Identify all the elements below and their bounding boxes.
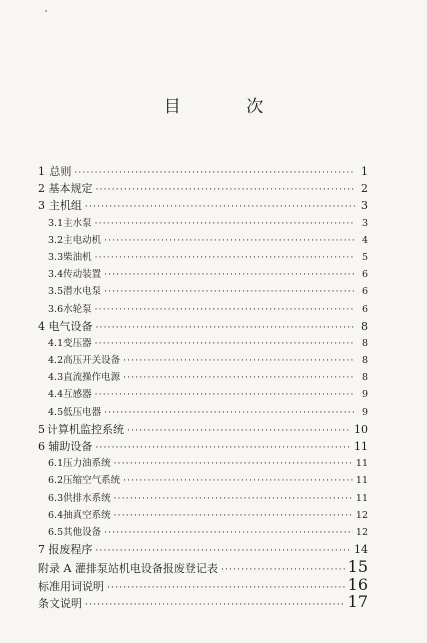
toc-entry-page: 11 [355, 458, 368, 470]
toc-entry [38, 386, 368, 403]
toc-entry-title: 供排水系统 [63, 492, 111, 504]
toc-entry [38, 283, 368, 300]
dot-leader [104, 233, 355, 250]
dot-leader [123, 353, 355, 370]
toc-entry-number: 6.2 [48, 475, 64, 487]
toc-entry-page: 2 [361, 182, 368, 196]
toc-entry-title: 条文说明 [38, 596, 82, 610]
toc-entry-page: 11 [354, 440, 368, 453]
toc-entry-page: 15 [347, 557, 368, 577]
dot-leader [104, 405, 355, 422]
dot-leader [114, 456, 353, 473]
toc-entry-page: 8 [361, 355, 368, 367]
toc-entry [38, 352, 368, 369]
toc-entry-page: 9 [361, 406, 368, 418]
toc-entry-page: 6 [361, 286, 368, 298]
toc-entry [38, 163, 368, 180]
toc-entry-page: 8 [361, 337, 368, 349]
dot-leader [85, 199, 355, 216]
toc-entry-title: 传动装置 [63, 269, 102, 281]
toc-entry-page: 11 [355, 475, 368, 487]
toc-entry-page: 14 [354, 543, 368, 557]
toc-entry-page: 11 [355, 492, 368, 504]
dot-leader [104, 267, 355, 284]
dot-leader [85, 597, 345, 614]
toc-entry-page: 12 [355, 526, 368, 538]
toc-entry-number: 4.1 [48, 337, 64, 349]
toc-entry-title: 压力油系统 [63, 458, 111, 470]
toc-entry-title: 电气设备 [48, 319, 93, 333]
toc-entry-title: 附录 A 灌排泵站机电设备报废登记表 [38, 562, 218, 576]
toc-entry-number: 2 [38, 182, 45, 196]
dot-leader [95, 250, 355, 267]
toc-entry-number: 4 [38, 319, 45, 333]
toc-entry-page: 3 [361, 217, 368, 229]
toc-entry-number: 3 [38, 199, 45, 213]
scan-speck [45, 10, 47, 12]
toc-entry-page: 3 [361, 199, 368, 213]
toc-entry-title: 变压器 [63, 337, 92, 349]
dot-leader [74, 165, 355, 182]
toc-entry-title: 主机组 [48, 199, 82, 213]
dot-leader [95, 543, 351, 560]
toc-entry-number: 5 [38, 422, 45, 436]
toc-entry-title: 辅助设备 [48, 440, 93, 453]
toc-entry [38, 455, 368, 472]
toc-entry [38, 507, 368, 524]
toc-entry-title: 总则 [49, 165, 72, 178]
toc-entry-title: 柴油机 [63, 251, 92, 263]
toc-entry-number: 6.5 [48, 526, 64, 538]
toc-entry [38, 197, 368, 214]
toc-entry-number: 3.6 [48, 303, 64, 315]
toc-entry-number: 6.4 [48, 509, 64, 521]
toc-entry-title: 标准用词说明 [38, 579, 104, 593]
toc-entry-page: 4 [361, 234, 368, 246]
toc-entry-title: 潜水电泵 [63, 286, 102, 298]
toc-entry-title: 互感器 [63, 389, 92, 401]
toc-entry [38, 472, 368, 489]
toc-entry [38, 421, 368, 438]
toc-entry [38, 404, 368, 421]
toc-entry-page: 8 [361, 372, 368, 384]
toc-entry-number: 4.2 [48, 355, 64, 367]
toc-entry-number: 4.3 [48, 372, 64, 384]
toc-entry-page: 5 [361, 251, 368, 263]
toc-entry-title: 抽真空系统 [63, 509, 111, 521]
toc-entry-page: 6 [361, 303, 368, 315]
toc-entry [38, 490, 368, 507]
toc-entry-number: 3.3 [48, 251, 64, 263]
toc-entry-title: 主电动机 [63, 234, 102, 246]
toc-entry-title: 水轮泵 [63, 303, 92, 315]
toc-entry-page: 16 [347, 574, 368, 594]
toc-entry [38, 215, 368, 232]
toc-entry-number: 3.1 [48, 217, 64, 229]
toc-entry-number: 6.1 [48, 458, 64, 470]
toc-entry-number: 4.4 [48, 389, 64, 401]
toc-entry [38, 266, 368, 283]
toc-entry [38, 301, 368, 318]
dot-leader [114, 508, 353, 525]
dot-leader [95, 440, 351, 457]
dot-leader [95, 336, 355, 353]
table-of-contents [38, 163, 368, 610]
dot-leader [95, 182, 355, 199]
toc-entry-number: 6.3 [48, 492, 64, 504]
toc-entry [38, 249, 368, 266]
toc-entry-number: 6 [38, 440, 45, 453]
toc-entry-number: 1 [38, 165, 45, 178]
dot-leader [107, 580, 345, 597]
toc-entry [38, 369, 368, 386]
toc-entry-page: 12 [355, 509, 368, 521]
toc-entry-page: 17 [347, 591, 368, 611]
dot-leader [104, 284, 355, 301]
toc-entry [38, 524, 368, 541]
toc-entry-page: 9 [361, 389, 368, 401]
toc-entry [38, 438, 368, 455]
toc-entry [38, 232, 368, 249]
toc-entry-title: 主水泵 [63, 217, 92, 229]
toc-entry-title: 直流操作电源 [63, 372, 121, 384]
toc-entry-number: 4.5 [48, 406, 64, 418]
dot-leader [95, 302, 355, 319]
toc-entry-title: 计算机监控系统 [47, 422, 125, 436]
toc-entry [38, 318, 368, 335]
page-title: 目 次 [163, 97, 294, 117]
dot-leader [95, 387, 355, 404]
toc-entry-title: 高压开关设备 [63, 355, 121, 367]
toc-entry [38, 180, 368, 197]
toc-entry-title: 低压电器 [63, 406, 102, 418]
dot-leader [114, 491, 353, 508]
toc-entry-title: 基本规定 [48, 182, 93, 196]
dot-leader [95, 216, 355, 233]
toc-entry [38, 558, 368, 575]
toc-entry [38, 541, 368, 558]
toc-entry-page: 6 [361, 269, 368, 281]
toc-entry-title: 报废程序 [48, 543, 93, 557]
dot-leader [123, 370, 355, 387]
toc-entry-title: 其他设备 [63, 526, 102, 538]
dot-leader [95, 320, 355, 337]
toc-entry-number: 3.2 [48, 234, 64, 246]
toc-entry-number: 7 [38, 543, 45, 557]
toc-entry [38, 335, 368, 352]
toc-entry-number: 3.5 [48, 286, 64, 298]
toc-entry-page: 1 [361, 165, 368, 178]
dot-leader [123, 473, 353, 490]
toc-entry-page: 10 [354, 422, 368, 436]
dot-leader [221, 562, 345, 579]
dot-leader [104, 525, 353, 542]
toc-entry-page: 8 [361, 319, 368, 333]
toc-entry-number: 3.4 [48, 269, 64, 281]
dot-leader [127, 423, 351, 440]
toc-entry-title: 压缩空气系统 [63, 475, 121, 487]
